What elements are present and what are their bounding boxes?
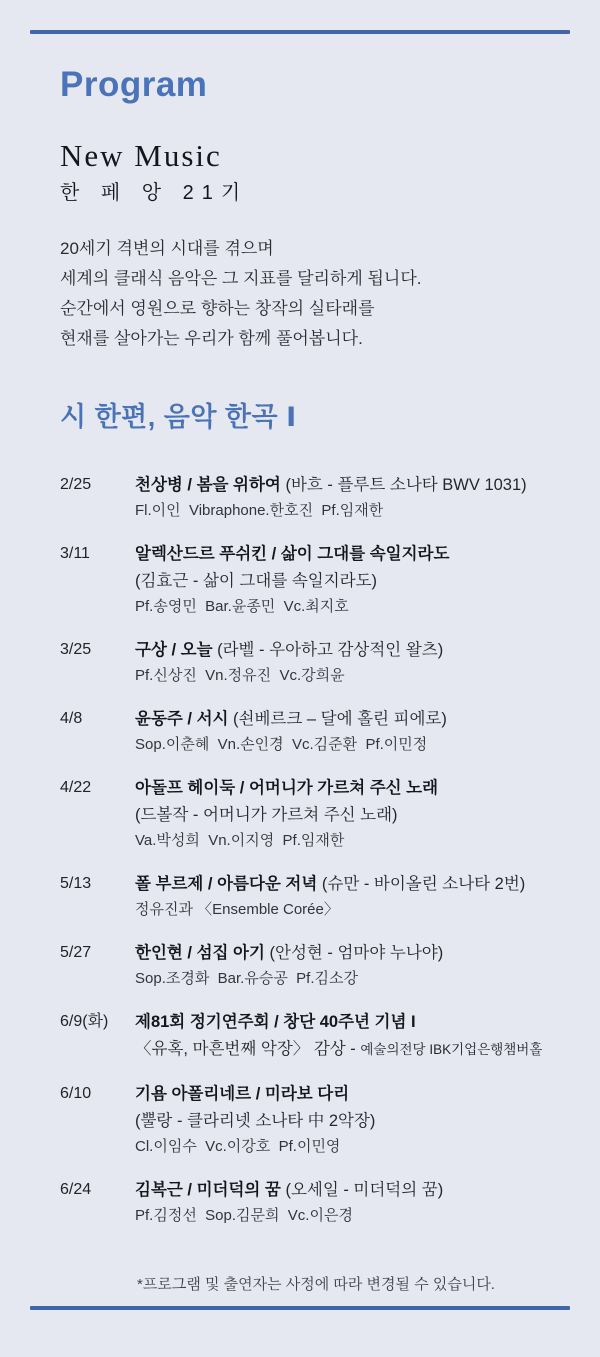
entry-text-performers: Va.박성희 Vn.이지영 Pf.임재한	[135, 832, 345, 849]
entry-body	[135, 775, 572, 853]
entry-text-bold: 김복근 / 미더덕의 꿈	[135, 1181, 281, 1199]
entry-text-bold: 제81회 정기연주회 / 창단 40주년 기념 I	[135, 1013, 416, 1031]
entry-text-performers: Sop.이춘혜 Vn.손인경 Vc.김준환 Pf.이민정	[135, 736, 428, 753]
page-title: Program	[60, 65, 208, 104]
entry-body	[135, 472, 572, 523]
entry-line	[135, 568, 572, 595]
top-divider	[30, 30, 570, 34]
intro-line: 세계의 클래식 음악은 그 지표를 달리하게 됩니다.	[60, 269, 422, 288]
entry-text-bold: 구상 / 오늘	[135, 641, 213, 659]
intro-line: 순간에서 영원으로 향하는 창작의 실타래를	[60, 299, 375, 318]
entry-date: 6/10	[60, 1085, 92, 1102]
entry-text-small: 예술의전당 IBK기업은행챔버홀	[360, 1042, 543, 1057]
entry-text-performers: Sop.조경화 Bar.유승공 Pf.김소강	[135, 970, 358, 987]
program-entry	[60, 472, 572, 523]
entry-date: 3/25	[60, 641, 92, 658]
entry-date: 6/24	[60, 1181, 92, 1198]
entry-text-normal: (라벨 - 우아하고 감상적인 왈츠)	[212, 641, 444, 659]
entry-body	[135, 1081, 572, 1159]
subtitle-korean: 한 페 앙 21기	[60, 182, 249, 204]
intro-line: 20세기 격변의 시대를 겪으며	[60, 239, 274, 258]
entry-date: 2/25	[60, 476, 92, 493]
entry-performers	[135, 898, 572, 922]
entry-body	[135, 706, 572, 757]
entry-text-normal: (안성현 - 엄마야 누나야)	[264, 944, 444, 962]
entry-line	[135, 802, 572, 829]
entry-performers	[135, 664, 572, 688]
program-entry	[60, 940, 572, 991]
entry-date: 5/27	[60, 944, 92, 961]
entry-text-normal: (드볼작 - 어머니가 가르쳐 주신 노래)	[135, 806, 398, 824]
entry-text-normal: (슈만 - 바이올린 소나타 2번)	[317, 875, 526, 893]
entry-text-normal: 〈유혹, 마흔번째 악장〉 감상 -	[135, 1040, 361, 1058]
entry-text-performers: 정유진과 〈Ensemble Corée〉	[135, 901, 339, 918]
entry-body	[135, 541, 572, 619]
entry-text-bold: 기욤 아폴리네르 / 미라보 다리	[135, 1085, 350, 1103]
intro-line: 현재를 살아가는 우리가 함께 풀어봅니다.	[60, 329, 363, 348]
entry-text-normal: (오세일 - 미더덕의 꿈)	[280, 1181, 444, 1199]
intro-text	[60, 234, 572, 354]
entry-line	[135, 541, 572, 568]
entry-text-performers: Pf.신상진 Vn.정유진 Vc.강희윤	[135, 667, 345, 684]
entry-text-bold: 한인현 / 섬집 아기	[135, 944, 265, 962]
entry-text-bold: 알렉산드르 푸쉬킨 / 삶이 그대를 속일지라도	[135, 545, 450, 563]
entry-line	[135, 1177, 572, 1204]
entry-date: 3/11	[60, 545, 90, 562]
entry-text-normal: (쇤베르크 – 달에 홀린 피에로)	[228, 710, 447, 728]
entry-line	[135, 940, 572, 967]
entry-performers	[135, 967, 572, 991]
entry-text-normal: (뿔랑 - 클라리넷 소나타 中 2악장)	[135, 1112, 376, 1130]
footer-note: *프로그램 및 출연자는 사정에 따라 변경될 수 있습니다.	[137, 1276, 495, 1293]
entry-text-bold: 폴 부르제 / 아름다운 저녁	[135, 875, 318, 893]
entry-line	[135, 472, 572, 499]
program-list	[60, 472, 572, 1228]
entry-line	[135, 1009, 572, 1036]
entry-text-performers: Fl.이인 Vibraphone.한호진 Pf.임재한	[135, 502, 384, 519]
entry-body	[135, 940, 572, 991]
entry-line	[135, 1081, 572, 1108]
entry-performers	[135, 595, 572, 619]
program-entry	[60, 871, 572, 922]
entry-text-bold: 아돌프 헤이둑 / 어머니가 가르쳐 주신 노래	[135, 779, 439, 797]
entry-body	[135, 1177, 572, 1228]
entry-text-bold: 윤동주 / 서시	[135, 710, 229, 728]
subtitle-english: New Music	[60, 138, 222, 173]
entry-date: 4/8	[60, 710, 83, 727]
entry-performers	[135, 499, 572, 523]
program-entry	[60, 775, 572, 853]
entry-performers	[135, 1135, 572, 1159]
page-content	[0, 64, 600, 1296]
program-page	[0, 30, 600, 1357]
entry-date: 5/13	[60, 875, 92, 892]
entry-line	[135, 1108, 572, 1135]
entry-text-normal: (김효근 - 삶이 그대를 속일지라도)	[135, 572, 378, 590]
entry-line	[135, 637, 572, 664]
entry-text-bold: 천상병 / 봄을 위하여	[135, 476, 281, 494]
program-entry	[60, 706, 572, 757]
entry-performers	[135, 733, 572, 757]
program-entry	[60, 637, 572, 688]
program-entry	[60, 1177, 572, 1228]
entry-body	[135, 1009, 572, 1063]
entry-text-performers: Pf.김정선 Sop.김문희 Vc.이은경	[135, 1207, 353, 1224]
section-title: 시 한편, 음악 한곡 Ⅰ	[60, 402, 297, 432]
entry-date: 6/9(화)	[60, 1013, 109, 1030]
program-entry	[60, 1081, 572, 1159]
entry-line	[135, 871, 572, 898]
entry-date: 4/22	[60, 779, 92, 796]
entry-line	[135, 775, 572, 802]
entry-performers	[135, 829, 572, 853]
entry-line	[135, 706, 572, 733]
entry-body	[135, 871, 572, 922]
program-entry	[60, 541, 572, 619]
program-entry	[60, 1009, 572, 1063]
entry-text-normal: (바흐 - 플루트 소나타 BWV 1031)	[280, 476, 527, 494]
entry-text-performers: Pf.송영민 Bar.윤종민 Vc.최지호	[135, 598, 349, 615]
entry-body	[135, 637, 572, 688]
entry-line	[135, 1036, 572, 1063]
entry-text-performers: Cl.이임수 Vc.이강호 Pf.이민영	[135, 1138, 341, 1155]
bottom-divider	[30, 1306, 570, 1310]
entry-performers	[135, 1204, 572, 1228]
